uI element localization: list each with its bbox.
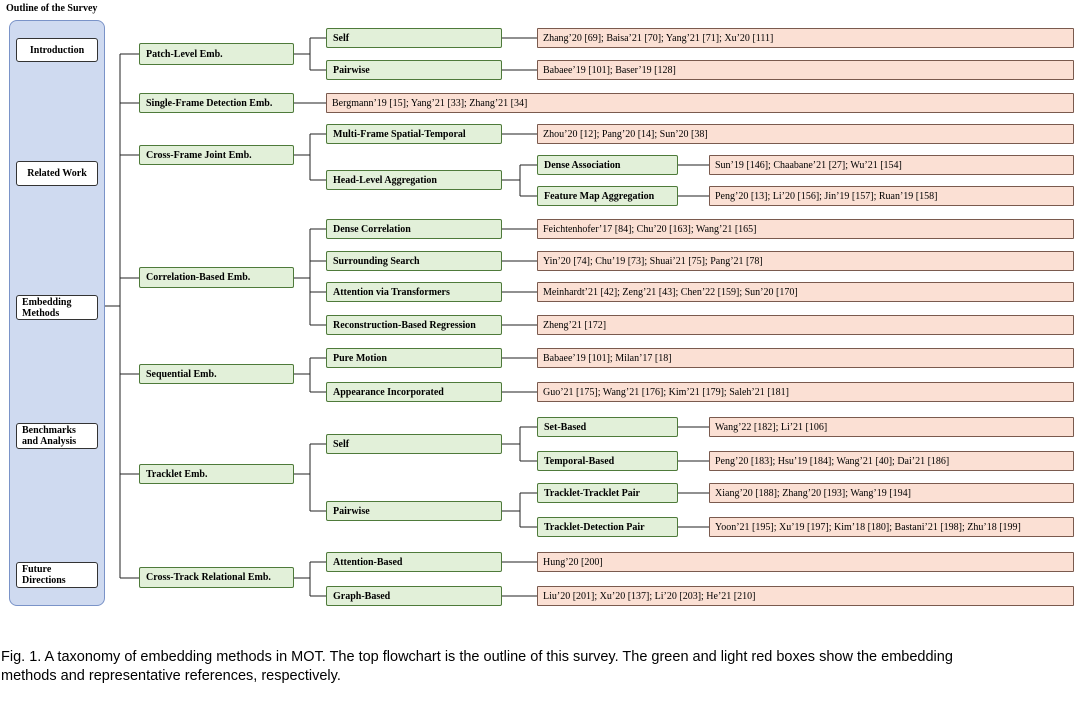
ref-dense-correlation: Feichtenhofer’17 [84]; Chu’20 [163]; Wang’21 [165]: [537, 219, 1074, 239]
category-patch-level: Patch-Level Emb.: [139, 43, 294, 65]
sub-temporal-based: Temporal-Based: [537, 451, 678, 471]
ref-temporal-based: Peng’20 [183]; Hsu’19 [184]; Wang’21 [40]; Dai’21 [186]: [709, 451, 1074, 471]
ref-set-based: Wang’22 [182]; Li’21 [106]: [709, 417, 1074, 437]
sub-surrounding-search: Surrounding Search: [326, 251, 502, 271]
sub-tracklet-tracklet: Tracklet-Tracklet Pair: [537, 483, 678, 503]
sub-reconstruction: Reconstruction-Based Regression: [326, 315, 502, 335]
sub-set-based: Set-Based: [537, 417, 678, 437]
sub-dense-association: Dense Association: [537, 155, 678, 175]
caption-line-1: Fig. 1. A taxonomy of embedding methods in MOT. The top flowchart is the outline of this survey. The green and light red boxes show the embedding: [1, 649, 953, 665]
sub-multi-frame: Multi-Frame Spatial-Temporal: [326, 124, 502, 144]
sub-feature-map: Feature Map Aggregation: [537, 186, 678, 206]
outline-introduction: Introduction: [16, 38, 98, 62]
sub-dense-correlation: Dense Correlation: [326, 219, 502, 239]
ref-patch-self: Zhang’20 [69]; Baisa’21 [70]; Yang’21 [71]; Xu’20 [111]: [537, 28, 1074, 48]
sub-attention-based: Attention-Based: [326, 552, 502, 572]
ref-multi-frame: Zhou’20 [12]; Pang’20 [14]; Sun’20 [38]: [537, 124, 1074, 144]
figure-caption: [1, 648, 1076, 686]
sub-patch-self: Self: [326, 28, 502, 48]
sub-graph-based: Graph-Based: [326, 586, 502, 606]
category-cross-frame: Cross-Frame Joint Emb.: [139, 145, 294, 165]
outline-future-directions: Future Directions: [16, 562, 98, 588]
ref-patch-pairwise: Babaee’19 [101]; Baser’19 [128]: [537, 60, 1074, 80]
sub-tracklet-self: Self: [326, 434, 502, 454]
outline-embedding-methods: Embedding Methods: [16, 295, 98, 320]
category-tracklet: Tracklet Emb.: [139, 464, 294, 484]
outline-related-work: Related Work: [16, 161, 98, 186]
sub-attention-transformers: Attention via Transformers: [326, 282, 502, 302]
sub-pure-motion: Pure Motion: [326, 348, 502, 368]
category-cross-track: Cross-Track Relational Emb.: [139, 567, 294, 588]
ref-surrounding-search: Yin’20 [74]; Chu’19 [73]; Shuai’21 [75]; Pang’21 [78]: [537, 251, 1074, 271]
outline-benchmarks: Benchmarks and Analysis: [16, 423, 98, 449]
category-sequential: Sequential Emb.: [139, 364, 294, 384]
ref-dense-association: Sun’19 [146]; Chaabane’21 [27]; Wu’21 [154]: [709, 155, 1074, 175]
ref-appearance: Guo’21 [175]; Wang’21 [176]; Kim’21 [179]; Saleh’21 [181]: [537, 382, 1074, 402]
ref-attention-transformers: Meinhardt’21 [42]; Zeng’21 [43]; Chen’22 [159]; Sun’20 [170]: [537, 282, 1074, 302]
category-correlation: Correlation-Based Emb.: [139, 267, 294, 288]
ref-reconstruction: Zheng’21 [172]: [537, 315, 1074, 335]
ref-tracklet-tracklet: Xiang’20 [188]; Zhang’20 [193]; Wang’19 [194]: [709, 483, 1074, 503]
outline-title: Outline of the Survey: [6, 3, 98, 14]
ref-tracklet-detection: Yoon’21 [195]; Xu’19 [197]; Kim’18 [180]; Bastani’21 [198]; Zhu’18 [199]: [709, 517, 1074, 537]
sub-tracklet-detection: Tracklet-Detection Pair: [537, 517, 678, 537]
sub-patch-pairwise: Pairwise: [326, 60, 502, 80]
sub-head-level: Head-Level Aggregation: [326, 170, 502, 190]
sub-tracklet-pairwise: Pairwise: [326, 501, 502, 521]
ref-single-frame: Bergmann’19 [15]; Yang’21 [33]; Zhang’21 [34]: [326, 93, 1074, 113]
ref-graph-based: Liu’20 [201]; Xu’20 [137]; Li’20 [203]; He’21 [210]: [537, 586, 1074, 606]
ref-pure-motion: Babaee’19 [101]; Milan’17 [18]: [537, 348, 1074, 368]
caption-line-2: methods and representative references, respectively.: [1, 668, 341, 684]
category-single-frame: Single-Frame Detection Emb.: [139, 93, 294, 113]
ref-feature-map: Peng’20 [13]; Li’20 [156]; Jin’19 [157]; Ruan’19 [158]: [709, 186, 1074, 206]
sub-appearance: Appearance Incorporated: [326, 382, 502, 402]
ref-attention-based: Hung’20 [200]: [537, 552, 1074, 572]
